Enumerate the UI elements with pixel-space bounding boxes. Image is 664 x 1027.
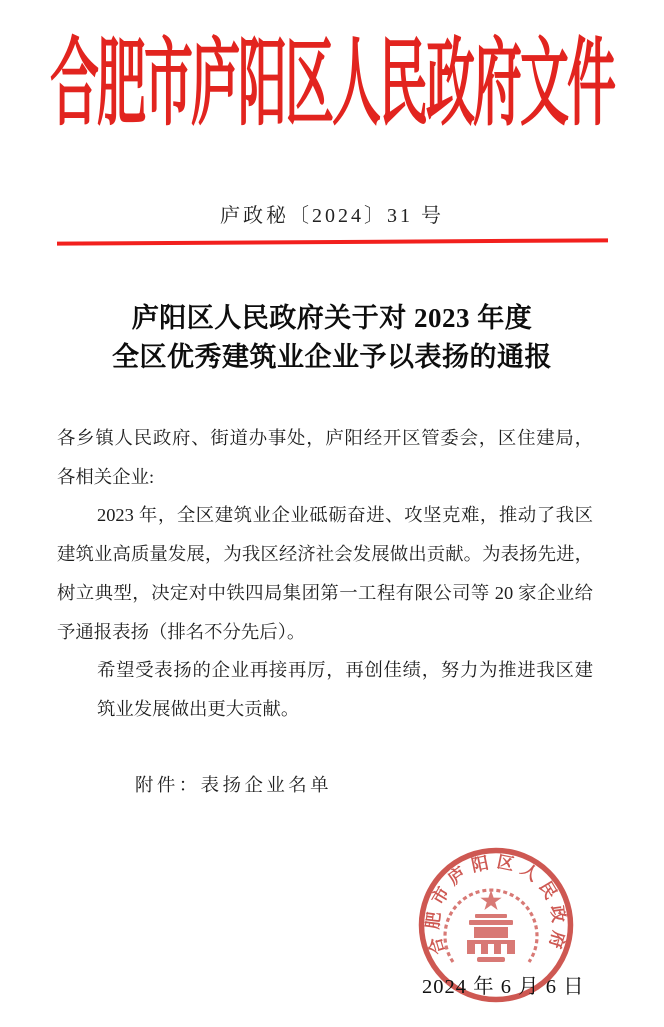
body-line-para2-1: 希望受表扬的企业再接再厉，再创佳绩，努力为推进我区建 <box>97 660 593 681</box>
body-line-para1-4: 予通报表扬（排名不分先后）。 <box>57 621 306 642</box>
document-title <box>0 299 664 377</box>
national-emblem-icon <box>445 890 537 962</box>
attachment-note: 附件：表扬企业名单 <box>135 775 333 795</box>
body-line-para1-1: 2023 年，全区建筑业企业砥砺奋进、攻坚克难，推动了我区 <box>97 505 593 526</box>
document-date: 2024 年 6 月 6 日 <box>422 976 585 998</box>
body-line-recipients: 各乡镇人民政府、街道办事处，庐阳经开区管委会，区住建局， <box>57 428 593 448</box>
body-line-para1-2: 建筑业高质量发展，为我区经济社会发展做出贡献。为表扬先进， <box>57 544 593 565</box>
body-line-recipients-2: 各相关企业: <box>57 466 155 487</box>
document-title-line2: 全区优秀建筑业企业予以表扬的通报 <box>112 342 552 372</box>
document-masthead: 合肥市庐阳区人民政府文件 <box>49 30 614 138</box>
document-number: 庐政秘〔2024〕31 号 <box>220 205 444 227</box>
document-title-line1: 庐阳区人民政府关于对 2023 年度 <box>131 303 533 333</box>
seal-text: 合肥市庐阳区人民政府 <box>423 852 569 957</box>
document-body <box>57 419 593 729</box>
body-line-para2-2: 筑业发展做出更大贡献。 <box>97 698 300 719</box>
red-divider-line <box>57 238 608 245</box>
body-line-para1-3: 树立典型，决定对中铁四局集团第一工程有限公司等 20 家企业给 <box>57 582 593 603</box>
